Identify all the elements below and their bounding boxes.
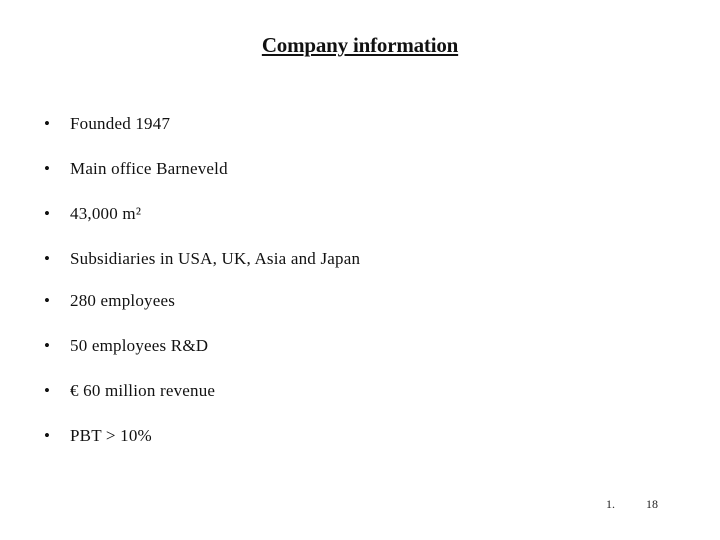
bullet-text: 50 employees R&D [70, 336, 209, 355]
bullet-item-area [42, 198, 362, 230]
bullet-icon: • [44, 159, 51, 178]
bullet-text: PBT > 10% [70, 426, 152, 445]
bullet-icon: • [44, 336, 51, 355]
bullet-icon: • [44, 426, 51, 445]
bullet-item-pbt [42, 420, 362, 452]
bullet-text: Subsidiaries in USA, UK, Asia and Japan [70, 249, 361, 268]
bullet-text: 280 employees [70, 291, 176, 310]
bullet-text: 43,000 m² [70, 204, 142, 223]
bullet-item-founded [42, 108, 362, 140]
bullet-item-revenue [42, 375, 362, 407]
bullet-item-rnd [42, 330, 362, 362]
bullet-text: Founded 1947 [70, 114, 171, 133]
bullet-text: Main office Barneveld [70, 159, 228, 178]
bullet-icon: • [44, 114, 51, 133]
bullet-item-subsidiaries [42, 243, 362, 275]
page-number: 18 [646, 497, 658, 511]
slide-title: Company information [261, 33, 459, 57]
bullet-icon: • [44, 204, 51, 223]
bullet-icon: • [44, 249, 51, 268]
bullet-icon: • [44, 291, 51, 310]
footer-left-label: 1. [606, 497, 615, 511]
bullet-item-main-office [42, 153, 362, 185]
bullet-text: € 60 million revenue [70, 381, 216, 400]
bullet-item-employees [42, 285, 362, 317]
bullet-list [42, 108, 362, 465]
bullet-icon: • [44, 381, 51, 400]
